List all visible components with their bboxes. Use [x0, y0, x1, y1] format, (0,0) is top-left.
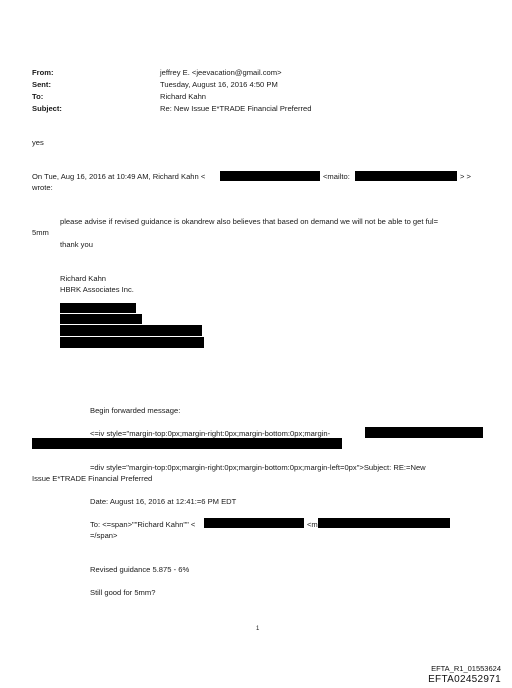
to-label: To: [32, 92, 44, 101]
advise-line: please advise if revised guidance is okandrew also believes that based on demand we will not be able to get ful= [60, 217, 439, 226]
forward-date: Date: August 16, 2016 at 12:41:=6 PM EDT [90, 497, 237, 506]
redaction-block [365, 427, 483, 438]
redaction-block [355, 171, 457, 181]
sent-label: Sent: [32, 80, 51, 89]
page-number: 1 [256, 626, 260, 632]
to-value: Richard Kahn [160, 92, 207, 101]
forward-revised: Revised guidance 5.875 - 6% [90, 565, 190, 574]
quote-intro-end: > > [460, 172, 471, 181]
forward-to: To: <=span>""Richard Kahn"" < [90, 520, 196, 529]
forward-html-line-2: =div style="margin-top:0px;margin-right:0px;margin-bottom:0px;margin-left=0px">Subject: RE:=New [90, 463, 426, 472]
quote-intro: On Tue, Aug 16, 2016 at 10:49 AM, Richard Kahn < [32, 172, 206, 181]
redaction-block [60, 337, 204, 348]
redaction-block [204, 518, 304, 528]
from-label: From: [32, 68, 54, 77]
forward-begin: Begin forwarded message: [90, 406, 181, 415]
thanks-text: thank you [60, 240, 93, 249]
from-value: jeffrey E. <jeevacation@gmail.com> [160, 68, 282, 77]
redaction-block [60, 314, 142, 324]
forward-html-line-3: Issue E*TRADE Financial Preferred [32, 474, 153, 483]
advise-wrap: 5mm [32, 228, 49, 237]
signature-name: Richard Kahn [60, 274, 107, 283]
redaction-block [60, 303, 136, 313]
redaction-block [318, 518, 450, 528]
redaction-block [32, 438, 342, 449]
doc-id-secondary: EFTA02452971 [428, 674, 501, 685]
quote-mailto: <mailto: [323, 172, 350, 181]
signature-company: HBRK Associates Inc. [60, 285, 134, 294]
subject-value: Re: New Issue E*TRADE Financial Preferred [160, 104, 312, 113]
redaction-block [220, 171, 320, 181]
forward-to-mid: <m [307, 520, 318, 529]
redaction-block [60, 325, 202, 336]
doc-id-primary: EFTA_R1_01553624 [431, 664, 501, 673]
forward-html-line-1: <=iv style="margin-top:0px;margin-right:0px;margin-bottom:0px;margin- [90, 429, 331, 438]
forward-still: Still good for 5mm? [90, 588, 156, 597]
reply-text: yes [32, 138, 44, 147]
quote-wrote: wrote: [32, 183, 53, 192]
forward-span-close: =/span> [90, 531, 118, 540]
subject-label: Subject: [32, 104, 62, 113]
sent-value: Tuesday, August 16, 2016 4:50 PM [160, 80, 278, 89]
